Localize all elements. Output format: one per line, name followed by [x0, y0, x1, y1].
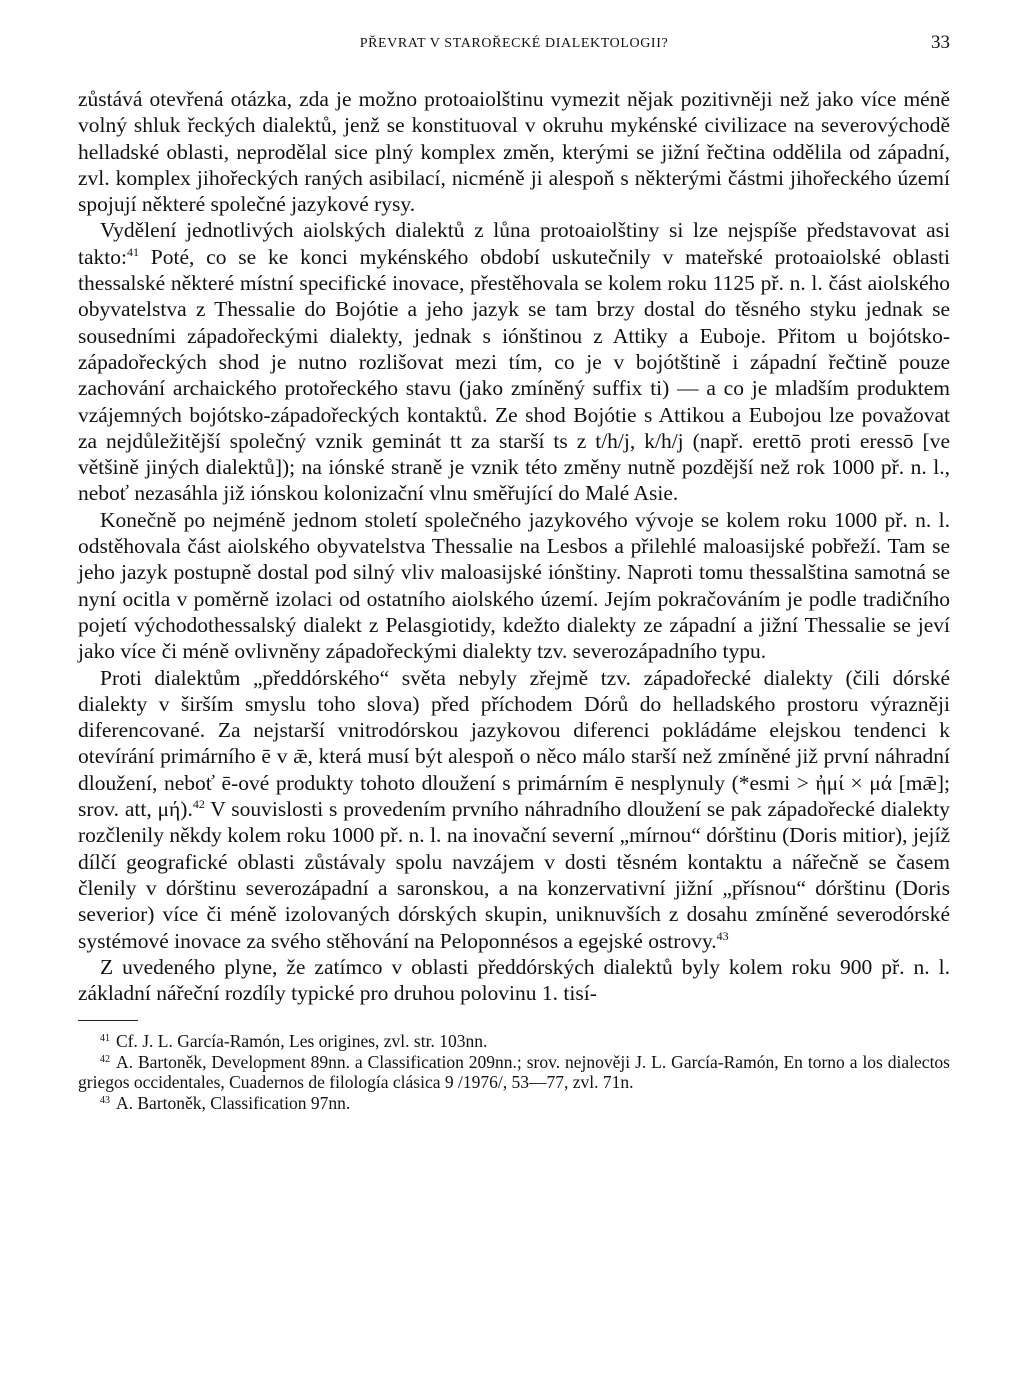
paragraph-text: zůstává otevřená otázka, zda je možno protoaiolštinu vymezit nějak pozitivněji než jako více méně volný shluk řeckých dialektů, jenž se konstituoval v okruhu mykénské civilizace na severovýchodě helladské oblasti, neprodělal sice plný komplex změn, kterými se jižní řečtina oddělila od západní, zvl. komplex jihořeckých raných asibilací, nicméně ji alespoň s některými částmi jihořeckého území spojují některé společné jazykové rysy. — [78, 87, 950, 217]
footnote — [78, 1052, 950, 1093]
body-text — [78, 86, 950, 1006]
paragraph-text: V souvislosti s provedením prvního náhradního dloužení se pak západořecké dialekty rozčlenily někdy kolem roku 1000 př. n. l. na inovační severní „mírnou“ dórštinu (Doris mitior), jejíž dílčí geografické oblasti zůstávaly spolu navzájem v dosti těsném kontaktu a nářečně se časem členily v dórštinu severozápadní a saronskou, a na konzervativní jižní „přísnou“ dórštinu (Doris severior) více či méně izolovaných dórských skupin, uniknuvších z dosahu zmíněné severodórské systémové inovace za svého stěhování na Peloponnésos a egejské ostrovy. — [78, 797, 950, 953]
footnote-number: 41 — [100, 1033, 110, 1045]
footnote-divider — [78, 1020, 138, 1021]
paragraph-text: Vydělení jednotlivých aiolských dialektů z lůna protoaiolštiny si lze nejspíše představovat asi takto: — [78, 218, 950, 269]
running-title: PŘEVRAT V STAROŘECKÉ DIALEKTOLOGII? — [359, 36, 669, 51]
document-page — [78, 30, 950, 1113]
paragraph-text: Z uvedeného plyne, že zatímco v oblasti předdórských dialektů byly kolem roku 900 př. n. l. základní nářeční rozdíly typické pro druhou polovinu 1. tisí- — [78, 954, 950, 1006]
footnote-marker: 43 — [716, 928, 729, 943]
footnote-number: 42 — [100, 1053, 110, 1065]
footnote-number: 43 — [100, 1094, 110, 1106]
running-header — [78, 30, 950, 62]
page-number: 33 — [931, 32, 950, 53]
paragraph-text: Proti dialektům „předdórského“ světa nebyly zřejmě tzv. západořecké dialekty (čili dórské dialekty v širším smyslu toho slova) před příchodem Dórů do helladského prostoru výrazněji diferencované. Za nejstarší vnitrodórskou jazykovou diferenci pokládáme elejskou tendenci k otevírání primárního ē v ǣ, která musí být alespoň o něco málo starší než zmíněné již první náhradní dloužení, neboť ē-ové produkty tohoto dloužení s primárním ē nesplynuly (*esmi > ἠμί × μά [mǣ]; srov. att, μή). — [78, 665, 950, 822]
footnote-marker: 42 — [192, 797, 205, 812]
paragraph — [78, 217, 950, 506]
footnote-text: Cf. J. L. García-Ramón, Les origines, zvl. str. 103nn. — [116, 1031, 488, 1052]
paragraph — [78, 954, 950, 1007]
footnote — [78, 1093, 950, 1114]
footnotes — [78, 1031, 950, 1113]
paragraph-text: Konečně po nejméně jednom století společného jazykového vývoje se kolem roku 1000 př. n. l. odstěhovala část aiolského obyvatelstva Thessalie na Lesbos a přilehlé maloasijské pobřeží. Tam se jeho jazyk postupně dostal pod silný vliv maloasijské iónštiny. Naproti tomu thessalština samotná se nyní ocitla v poměrně izolaci od ostatního aiolského území. Jejím pokračováním je podle tradičního pojetí východothessalský dialekt z Pelasgiotidy, kdežto dialekty ze západní a jižní Thessalie se jeví jako více či méně ovlivněny západořeckými dialekty tzv. severozápadního typu. — [78, 507, 950, 664]
footnote-marker: 41 — [126, 244, 139, 259]
footnote-text: A. Bartoněk, Classification 97nn. — [116, 1092, 351, 1113]
footnote — [78, 1031, 950, 1052]
paragraph — [78, 86, 950, 217]
paragraph — [78, 665, 950, 954]
paragraph-text: Poté, co se ke konci mykénského období uskutečnily v mateřské protoaiolské oblasti thessalské některé místní specifické inovace, přestěhovala se kolem roku 1125 př. n. l. část aiolského obyvatelstva z Thessalie do Bojótie a jeho jazyk se tam brzy dostal do těsného styku jednak se sousedními západořeckými dialekty, jednak s iónštinou z Attiky a Euboje. Přitom u bojótsko-západořeckých shod je nutno rozlišovat mezi tím, co je v bojótštině i západní řečtině pouze zachování archaického protořeckého stavu (jako zmíněný suffix ti) — a co je mladším produktem vzájemných bojótsko-západořeckých kontaktů. Ze shod Bojótie s Attikou a Eubojou lze považovat za nejdůležitější společný vznik geminát tt za starší ts z t/h/j, k/h/j (např. erettō proti eressō [ve většině jiných dialektů]); na iónské straně je vznik této změny nutně pozdější než rok 1000 př. n. l., neboť nezasáhla již iónskou kolonizační vlnu směřující do Malé Asie. — [78, 244, 950, 506]
paragraph — [78, 507, 950, 665]
footnote-text: A. Bartoněk, Development 89nn. a Classification 209nn.; srov. nejnověji J. L. García-Ramón, En torno a los dialectos griegos occidentales, Cuadernos de filología clásica 9 /1976/, 53—77, zvl. 71n. — [78, 1051, 950, 1093]
